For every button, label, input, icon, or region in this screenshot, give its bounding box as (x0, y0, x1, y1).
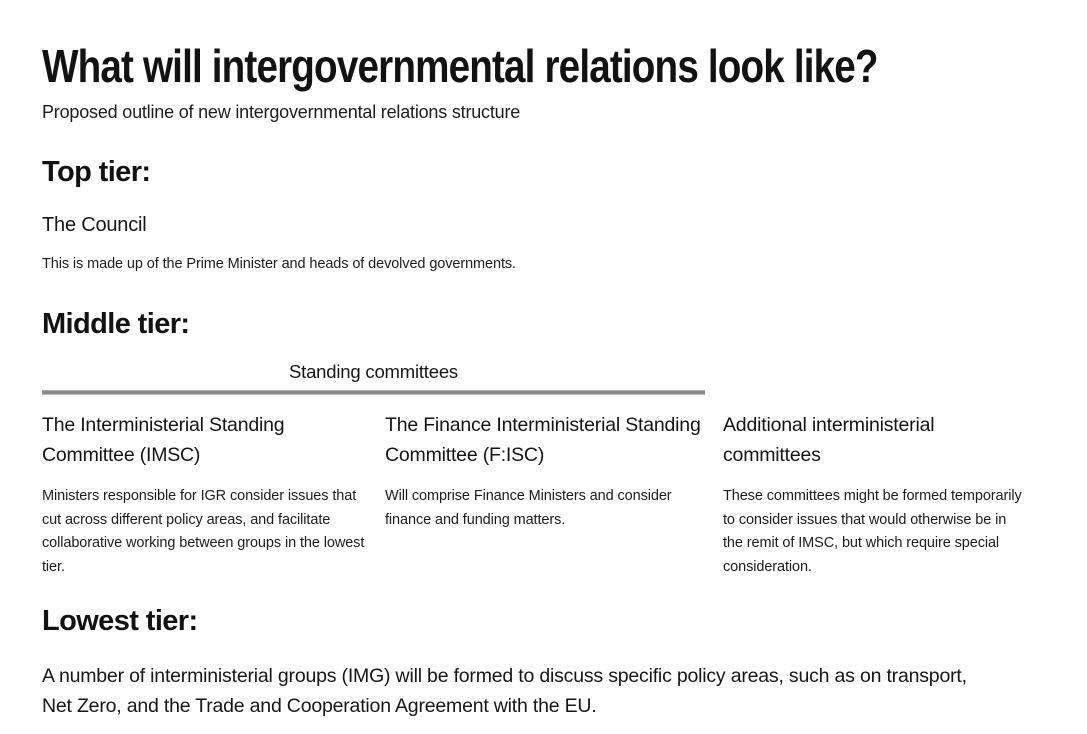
section-top-tier (42, 156, 1045, 272)
committee-title-imsc: The Interministerial Standing Committee (IMSC) (42, 414, 285, 466)
middle-tier-heading: Middle tier: (42, 308, 190, 340)
committee-columns (42, 410, 1045, 579)
committee-title-fisc: The Finance Interministerial Standing Committee (F:ISC) (385, 414, 701, 466)
committee-card-fisc (385, 410, 703, 579)
top-tier-body-name: The Council (42, 214, 147, 236)
standing-committees-label: Standing committees (289, 361, 458, 382)
committee-description-additional: These committees might be formed temporarily to consider issues that would otherwise be in the remit of IMSC, but which require special consideration. (723, 488, 1022, 575)
page-subtitle: Proposed outline of new intergovernmental relations structure (42, 102, 521, 122)
committee-card-additional (723, 410, 1025, 579)
committee-description-fisc: Will comprise Finance Ministers and consider finance and funding matters. (385, 488, 672, 528)
section-middle-tier (42, 308, 1045, 579)
committee-description-imsc: Ministers responsible for IGR consider issues that cut across different policy areas, and facilitate collaborative working between groups in the lowest tier. (42, 488, 365, 575)
lowest-tier-heading: Lowest tier: (42, 605, 198, 637)
lowest-tier-description: A number of interministerial groups (IMG) will be formed to discuss specific policy areas, such as on transport, Net Zero, and the Trade and Cooperation Agreement with the EU. (42, 665, 967, 717)
committee-card-imsc (42, 410, 365, 579)
top-tier-description: This is made up of the Prime Minister and heads of devolved governments. (42, 256, 516, 272)
standing-committees-rule (42, 390, 705, 395)
section-lowest-tier (42, 605, 1045, 721)
standing-committees-group (42, 361, 705, 395)
committee-title-additional: Additional interministerial committees (723, 414, 935, 466)
page-title: What will intergovernmental relations look like? (42, 40, 878, 92)
top-tier-heading: Top tier: (42, 156, 151, 188)
